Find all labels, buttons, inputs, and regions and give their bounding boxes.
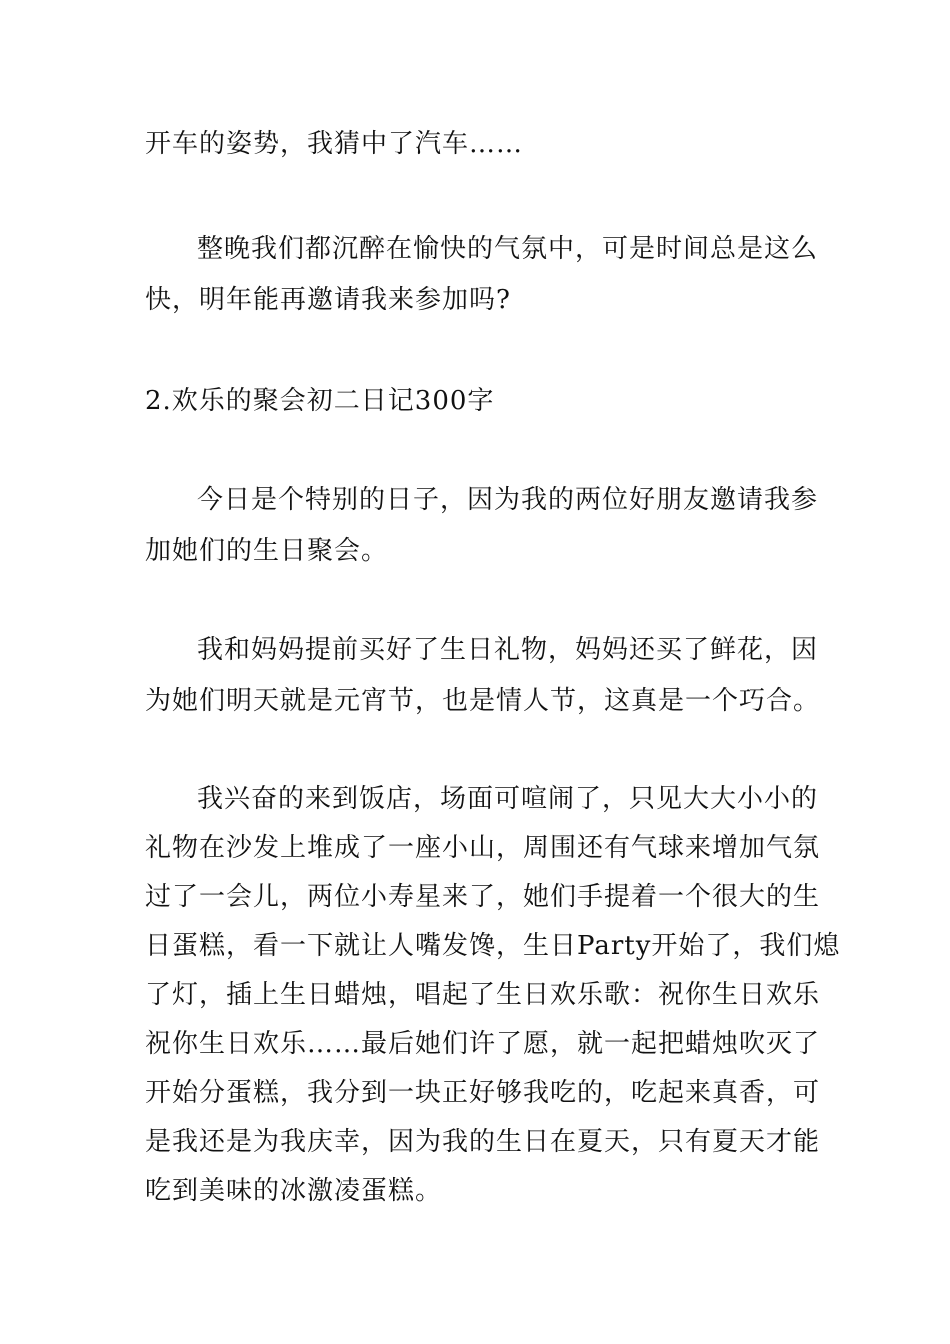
paragraph-line: 整晚我们都沉醉在愉快的气氛中，可是时间总是这么 <box>197 234 819 264</box>
paragraph-line: 我和妈妈提前买好了生日礼物，妈妈还买了鲜花，因 <box>197 635 819 665</box>
paragraph-line: 加她们的生日聚会。 <box>145 536 389 566</box>
paragraph-line: 过了一会儿，两位小寿星来了，她们手提着一个很大的生 <box>145 882 821 912</box>
paragraph-line: 开车的姿势，我猜中了汽车…… <box>145 129 524 159</box>
paragraph-line: 礼物在沙发上堆成了一座小山，周围还有气球来增加气氛 <box>145 833 821 863</box>
paragraph-line: 了灯，插上生日蜡烛，唱起了生日欢乐歌：祝你生日欢乐 <box>145 980 821 1010</box>
paragraph-line: 是我还是为我庆幸，因为我的生日在夏天，只有夏天才能 <box>145 1127 821 1157</box>
paragraph-line: 今日是个特别的日子，因为我的两位好朋友邀请我参 <box>197 485 819 515</box>
paragraph-line: 我兴奋的来到饭店，场面可喧闹了，只见大大小小的 <box>197 784 819 814</box>
paragraph-line: 吃到美味的冰激凌蛋糕。 <box>145 1176 443 1206</box>
paragraph-line: 为她们明天就是元宵节，也是情人节，这真是一个巧合。 <box>145 686 821 716</box>
paragraph-line: 祝你生日欢乐……最后她们许了愿，就一起把蜡烛吹灭了 <box>145 1029 821 1059</box>
paragraph-line: 快，明年能再邀请我来参加吗? <box>145 285 511 315</box>
section-heading: 2.欢乐的聚会初二日记300字 <box>145 386 495 416</box>
paragraph-line: 开始分蛋糕，我分到一块正好够我吃的，吃起来真香，可 <box>145 1078 821 1108</box>
paragraph-line: 日蛋糕，看一下就让人嘴发馋，生日Party开始了，我们熄 <box>145 931 841 961</box>
